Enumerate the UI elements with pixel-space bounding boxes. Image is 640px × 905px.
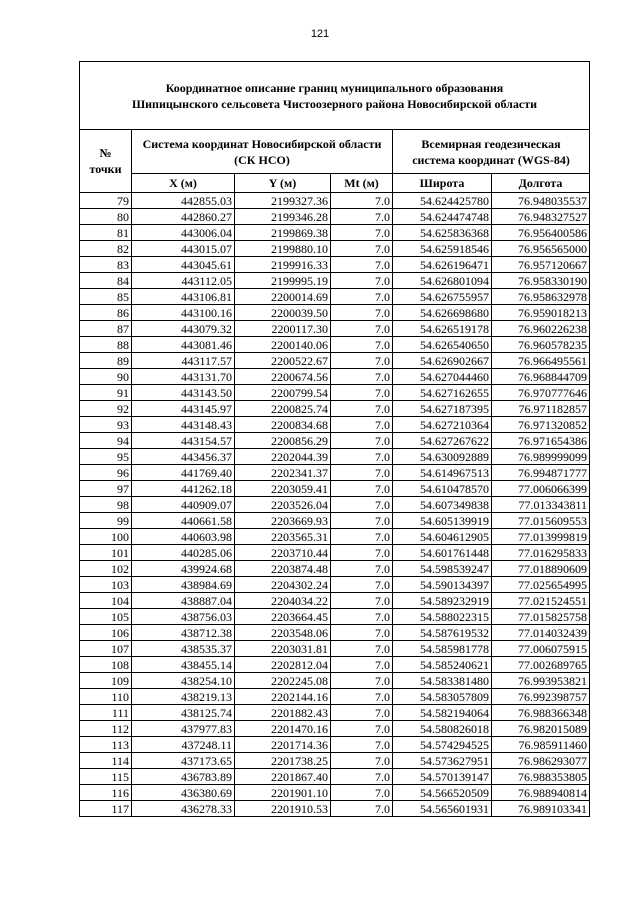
x-cell: 443006.04 (132, 225, 235, 241)
point-number-cell: 97 (80, 481, 132, 497)
point-number-cell: 83 (80, 257, 132, 273)
x-cell: 438219.13 (132, 689, 235, 705)
longitude-cell: 76.960226238 (492, 321, 590, 337)
table-row (80, 801, 590, 817)
x-cell: 436380.69 (132, 785, 235, 801)
longitude-cell: 76.988366348 (492, 705, 590, 721)
x-cell: 443456.37 (132, 449, 235, 465)
longitude-cell: 76.956565000 (492, 241, 590, 257)
x-cell: 443131.70 (132, 369, 235, 385)
y-cell: 2203669.93 (235, 513, 331, 529)
point-number-cell: 106 (80, 625, 132, 641)
mt-cell: 7.0 (331, 689, 393, 705)
mt-cell: 7.0 (331, 641, 393, 657)
mt-cell: 7.0 (331, 465, 393, 481)
latitude-cell: 54.604612905 (393, 529, 492, 545)
longitude-cell: 76.971320852 (492, 417, 590, 433)
latitude-cell: 54.585240621 (393, 657, 492, 673)
mt-cell: 7.0 (331, 593, 393, 609)
mt-cell: 7.0 (331, 529, 393, 545)
point-number-cell: 81 (80, 225, 132, 241)
x-cell: 443148.43 (132, 417, 235, 433)
table-row (80, 273, 590, 289)
title-line-2: Шипицынского сельсовета Чистоозерного района Новосибирской области (131, 96, 538, 111)
y-cell: 2201867.40 (235, 769, 331, 785)
mt-cell: 7.0 (331, 273, 393, 289)
mt-cell: 7.0 (331, 753, 393, 769)
x-cell: 437977.83 (132, 721, 235, 737)
table-row (80, 401, 590, 417)
y-cell: 2200825.74 (235, 401, 331, 417)
point-number-cell: 111 (80, 705, 132, 721)
x-cell: 441769.40 (132, 465, 235, 481)
point-number-cell: 105 (80, 609, 132, 625)
mt-cell: 7.0 (331, 257, 393, 273)
mt-cell: 7.0 (331, 225, 393, 241)
latitude-cell: 54.573627951 (393, 753, 492, 769)
latitude-cell: 54.627187395 (393, 401, 492, 417)
x-cell: 437173.65 (132, 753, 235, 769)
table-row (80, 497, 590, 513)
latitude-cell: 54.614967513 (393, 465, 492, 481)
point-number-cell: 104 (80, 593, 132, 609)
longitude-cell: 77.015825758 (492, 609, 590, 625)
table-row (80, 657, 590, 673)
table-row (80, 433, 590, 449)
longitude-cell: 76.988353805 (492, 769, 590, 785)
y-cell: 2203565.31 (235, 529, 331, 545)
point-number-cell: 103 (80, 577, 132, 593)
table-row (80, 609, 590, 625)
latitude-cell: 54.626755957 (393, 289, 492, 305)
longitude-cell: 76.993953821 (492, 673, 590, 689)
y-cell: 2203664.45 (235, 609, 331, 625)
latitude-cell: 54.627210364 (393, 417, 492, 433)
x-cell: 441262.18 (132, 481, 235, 497)
longitude-cell: 76.989999099 (492, 449, 590, 465)
table-row (80, 449, 590, 465)
mt-cell: 7.0 (331, 625, 393, 641)
x-cell: 443106.81 (132, 289, 235, 305)
x-cell: 437248.11 (132, 737, 235, 753)
point-number-cell: 87 (80, 321, 132, 337)
x-cell: 443045.61 (132, 257, 235, 273)
latitude-cell: 54.624474748 (393, 209, 492, 225)
mt-cell: 7.0 (331, 545, 393, 561)
point-number-cell: 101 (80, 545, 132, 561)
mt-cell: 7.0 (331, 801, 393, 817)
longitude-cell: 76.948035537 (492, 193, 590, 209)
latitude-cell: 54.610478570 (393, 481, 492, 497)
point-number-cell: 116 (80, 785, 132, 801)
table-row (80, 369, 590, 385)
longitude-cell: 76.970777646 (492, 385, 590, 401)
mt-cell: 7.0 (331, 609, 393, 625)
latitude-cell: 54.565601931 (393, 801, 492, 817)
point-number-cell: 80 (80, 209, 132, 225)
mt-cell: 7.0 (331, 385, 393, 401)
point-number-cell: 113 (80, 737, 132, 753)
latitude-cell: 54.588022315 (393, 609, 492, 625)
x-cell: 442860.27 (132, 209, 235, 225)
longitude-cell: 76.958330190 (492, 273, 590, 289)
longitude-cell: 76.971654386 (492, 433, 590, 449)
latitude-cell: 54.583381480 (393, 673, 492, 689)
latitude-cell: 54.574294525 (393, 737, 492, 753)
longitude-cell: 76.948327527 (492, 209, 590, 225)
x-cell: 440603.98 (132, 529, 235, 545)
longitude-cell: 77.014032439 (492, 625, 590, 641)
mt-cell: 7.0 (331, 785, 393, 801)
mt-cell: 7.0 (331, 561, 393, 577)
mt-cell: 7.0 (331, 401, 393, 417)
longitude-cell: 77.018890609 (492, 561, 590, 577)
point-number-cell: 117 (80, 801, 132, 817)
mt-cell: 7.0 (331, 673, 393, 689)
x-cell: 440661.58 (132, 513, 235, 529)
y-cell: 2200799.54 (235, 385, 331, 401)
longitude-cell: 77.013343811 (492, 497, 590, 513)
mt-cell: 7.0 (331, 289, 393, 305)
y-cell: 2202341.37 (235, 465, 331, 481)
table-row (80, 241, 590, 257)
y-cell: 2202812.04 (235, 657, 331, 673)
table-row (80, 481, 590, 497)
point-number-cell: 100 (80, 529, 132, 545)
table-row (80, 305, 590, 321)
longitude-cell: 76.968844709 (492, 369, 590, 385)
table-row (80, 337, 590, 353)
table-row (80, 353, 590, 369)
y-cell: 2200117.30 (235, 321, 331, 337)
x-header: X (м) (132, 174, 235, 193)
mt-cell: 7.0 (331, 721, 393, 737)
y-cell: 2200856.29 (235, 433, 331, 449)
y-cell: 2199916.33 (235, 257, 331, 273)
latitude-cell: 54.583057809 (393, 689, 492, 705)
mt-cell: 7.0 (331, 369, 393, 385)
x-cell: 439924.68 (132, 561, 235, 577)
x-cell: 438756.03 (132, 609, 235, 625)
table-row (80, 321, 590, 337)
x-cell: 436278.33 (132, 801, 235, 817)
mt-cell: 7.0 (331, 737, 393, 753)
x-cell: 436783.89 (132, 769, 235, 785)
y-cell: 2203548.06 (235, 625, 331, 641)
x-cell: 443154.57 (132, 433, 235, 449)
point-number-cell: 85 (80, 289, 132, 305)
y-cell: 2199880.10 (235, 241, 331, 257)
mt-cell: 7.0 (331, 305, 393, 321)
longitude-cell: 76.992398757 (492, 689, 590, 705)
table-row (80, 513, 590, 529)
y-cell: 2201910.53 (235, 801, 331, 817)
longitude-cell: 76.957120667 (492, 257, 590, 273)
y-cell: 2199327.36 (235, 193, 331, 209)
y-cell: 2200014.69 (235, 289, 331, 305)
y-cell: 2202245.08 (235, 673, 331, 689)
point-number-cell: 89 (80, 353, 132, 369)
mt-cell: 7.0 (331, 705, 393, 721)
longitude-cell: 77.006075915 (492, 641, 590, 657)
latitude-cell: 54.589232919 (393, 593, 492, 609)
longitude-cell: 76.982015089 (492, 721, 590, 737)
mt-cell: 7.0 (331, 769, 393, 785)
point-number-cell: 91 (80, 385, 132, 401)
y-cell: 2201882.43 (235, 705, 331, 721)
y-cell: 2204302.24 (235, 577, 331, 593)
point-number-cell: 112 (80, 721, 132, 737)
y-cell: 2200039.50 (235, 305, 331, 321)
x-cell: 438125.74 (132, 705, 235, 721)
x-cell: 443079.32 (132, 321, 235, 337)
mt-cell: 7.0 (331, 321, 393, 337)
y-cell: 2199995.19 (235, 273, 331, 289)
table-row (80, 641, 590, 657)
x-cell: 438254.10 (132, 673, 235, 689)
x-cell: 443015.07 (132, 241, 235, 257)
longitude-cell: 77.015609553 (492, 513, 590, 529)
latitude-cell: 54.624425780 (393, 193, 492, 209)
y-cell: 2203059.41 (235, 481, 331, 497)
latitude-cell: 54.627044460 (393, 369, 492, 385)
mt-cell: 7.0 (331, 497, 393, 513)
mt-cell: 7.0 (331, 193, 393, 209)
table-row (80, 577, 590, 593)
table-row (80, 417, 590, 433)
longitude-cell: 76.959018213 (492, 305, 590, 321)
point-number-cell: 109 (80, 673, 132, 689)
latitude-cell: 54.607349838 (393, 497, 492, 513)
longitude-header: Долгота (492, 174, 590, 193)
latitude-header: Широта (393, 174, 492, 193)
point-number-cell: 114 (80, 753, 132, 769)
latitude-cell: 54.601761448 (393, 545, 492, 561)
latitude-cell: 54.605139919 (393, 513, 492, 529)
mt-cell: 7.0 (331, 481, 393, 497)
mt-cell: 7.0 (331, 433, 393, 449)
longitude-cell: 76.966495561 (492, 353, 590, 369)
point-number-cell: 108 (80, 657, 132, 673)
y-cell: 2203710.44 (235, 545, 331, 561)
latitude-cell: 54.626196471 (393, 257, 492, 273)
point-number-header: № точки (80, 130, 132, 193)
point-number-cell: 90 (80, 369, 132, 385)
table-row (80, 529, 590, 545)
latitude-cell: 54.587619532 (393, 625, 492, 641)
longitude-cell: 77.002689765 (492, 657, 590, 673)
table-body (80, 193, 590, 817)
mt-cell: 7.0 (331, 513, 393, 529)
y-cell: 2203526.04 (235, 497, 331, 513)
table-row (80, 225, 590, 241)
longitude-cell: 76.988940814 (492, 785, 590, 801)
table-row (80, 545, 590, 561)
mt-cell: 7.0 (331, 417, 393, 433)
point-number-cell: 92 (80, 401, 132, 417)
y-cell: 2203874.48 (235, 561, 331, 577)
longitude-cell: 76.960578235 (492, 337, 590, 353)
point-number-cell: 99 (80, 513, 132, 529)
wgs-system-header: Всемирная геодезическая система координат (WGS-84) (393, 130, 590, 174)
table-row (80, 593, 590, 609)
point-number-cell: 88 (80, 337, 132, 353)
title-line-1: Координатное описание границ муниципального образования (165, 80, 504, 95)
point-number-cell: 102 (80, 561, 132, 577)
table-row (80, 785, 590, 801)
longitude-cell: 76.985911460 (492, 737, 590, 753)
y-cell: 2200140.06 (235, 337, 331, 353)
latitude-cell: 54.590134397 (393, 577, 492, 593)
latitude-cell: 54.580826018 (393, 721, 492, 737)
latitude-cell: 54.626540650 (393, 337, 492, 353)
table-row (80, 753, 590, 769)
point-number-cell: 84 (80, 273, 132, 289)
x-cell: 442855.03 (132, 193, 235, 209)
x-cell: 443143.50 (132, 385, 235, 401)
x-cell: 443112.05 (132, 273, 235, 289)
table-row (80, 705, 590, 721)
table-row (80, 257, 590, 273)
y-cell: 2200522.67 (235, 353, 331, 369)
point-number-cell: 98 (80, 497, 132, 513)
x-cell: 438455.14 (132, 657, 235, 673)
table-row (80, 625, 590, 641)
point-number-cell: 94 (80, 433, 132, 449)
x-cell: 438984.69 (132, 577, 235, 593)
y-cell: 2202144.16 (235, 689, 331, 705)
x-cell: 438712.38 (132, 625, 235, 641)
latitude-cell: 54.626519178 (393, 321, 492, 337)
latitude-cell: 54.626902667 (393, 353, 492, 369)
longitude-cell: 77.013999819 (492, 529, 590, 545)
y-cell: 2201714.36 (235, 737, 331, 753)
table-row (80, 209, 590, 225)
mt-cell: 7.0 (331, 209, 393, 225)
table-row (80, 289, 590, 305)
y-cell: 2201738.25 (235, 753, 331, 769)
y-cell: 2202044.39 (235, 449, 331, 465)
table-row (80, 673, 590, 689)
mt-cell: 7.0 (331, 577, 393, 593)
y-cell: 2200674.56 (235, 369, 331, 385)
latitude-cell: 54.570139147 (393, 769, 492, 785)
latitude-cell: 54.626698680 (393, 305, 492, 321)
table-row (80, 193, 590, 209)
latitude-cell: 54.566520509 (393, 785, 492, 801)
table-row (80, 385, 590, 401)
latitude-cell: 54.625836368 (393, 225, 492, 241)
x-cell: 443100.16 (132, 305, 235, 321)
point-number-cell: 110 (80, 689, 132, 705)
longitude-cell: 76.994871777 (492, 465, 590, 481)
latitude-cell: 54.630092889 (393, 449, 492, 465)
point-number-cell: 96 (80, 465, 132, 481)
table-title (80, 62, 590, 130)
point-number-cell: 93 (80, 417, 132, 433)
table-row (80, 769, 590, 785)
mt-cell: 7.0 (331, 353, 393, 369)
x-cell: 438535.37 (132, 641, 235, 657)
longitude-cell: 76.971182857 (492, 401, 590, 417)
y-cell: 2200834.68 (235, 417, 331, 433)
latitude-cell: 54.626801094 (393, 273, 492, 289)
table-row (80, 737, 590, 753)
latitude-cell: 54.585981778 (393, 641, 492, 657)
mt-cell: 7.0 (331, 337, 393, 353)
longitude-cell: 76.956400586 (492, 225, 590, 241)
latitude-cell: 54.627162655 (393, 385, 492, 401)
latitude-cell: 54.625918546 (393, 241, 492, 257)
y-cell: 2199346.28 (235, 209, 331, 225)
point-number-cell: 95 (80, 449, 132, 465)
longitude-cell: 76.989103341 (492, 801, 590, 817)
x-cell: 440909.07 (132, 497, 235, 513)
mt-cell: 7.0 (331, 449, 393, 465)
mt-cell: 7.0 (331, 657, 393, 673)
page-number: 121 (310, 28, 330, 40)
longitude-cell: 77.021524551 (492, 593, 590, 609)
x-cell: 443081.46 (132, 337, 235, 353)
x-cell: 443117.57 (132, 353, 235, 369)
table-row (80, 689, 590, 705)
latitude-cell: 54.598539247 (393, 561, 492, 577)
x-cell: 440285.06 (132, 545, 235, 561)
point-number-cell: 115 (80, 769, 132, 785)
y-cell: 2201901.10 (235, 785, 331, 801)
latitude-cell: 54.627267622 (393, 433, 492, 449)
longitude-cell: 77.006066399 (492, 481, 590, 497)
y-cell: 2204034.22 (235, 593, 331, 609)
x-cell: 438887.04 (132, 593, 235, 609)
local-system-header: Система координат Новосибирской области (СК НСО) (132, 130, 393, 174)
table-row (80, 561, 590, 577)
longitude-cell: 77.016295833 (492, 545, 590, 561)
longitude-cell: 76.958632978 (492, 289, 590, 305)
x-cell: 443145.97 (132, 401, 235, 417)
table-row (80, 465, 590, 481)
point-number-cell: 107 (80, 641, 132, 657)
table-row (80, 721, 590, 737)
latitude-cell: 54.582194064 (393, 705, 492, 721)
longitude-cell: 77.025654995 (492, 577, 590, 593)
point-number-cell: 82 (80, 241, 132, 257)
y-cell: 2203031.81 (235, 641, 331, 657)
longitude-cell: 76.986293077 (492, 753, 590, 769)
mt-cell: 7.0 (331, 241, 393, 257)
point-number-cell: 86 (80, 305, 132, 321)
y-cell: 2201470.16 (235, 721, 331, 737)
y-cell: 2199869.38 (235, 225, 331, 241)
y-header: Y (м) (235, 174, 331, 193)
point-number-cell: 79 (80, 193, 132, 209)
coordinates-table (79, 61, 590, 817)
mt-header: Mt (м) (331, 174, 393, 193)
